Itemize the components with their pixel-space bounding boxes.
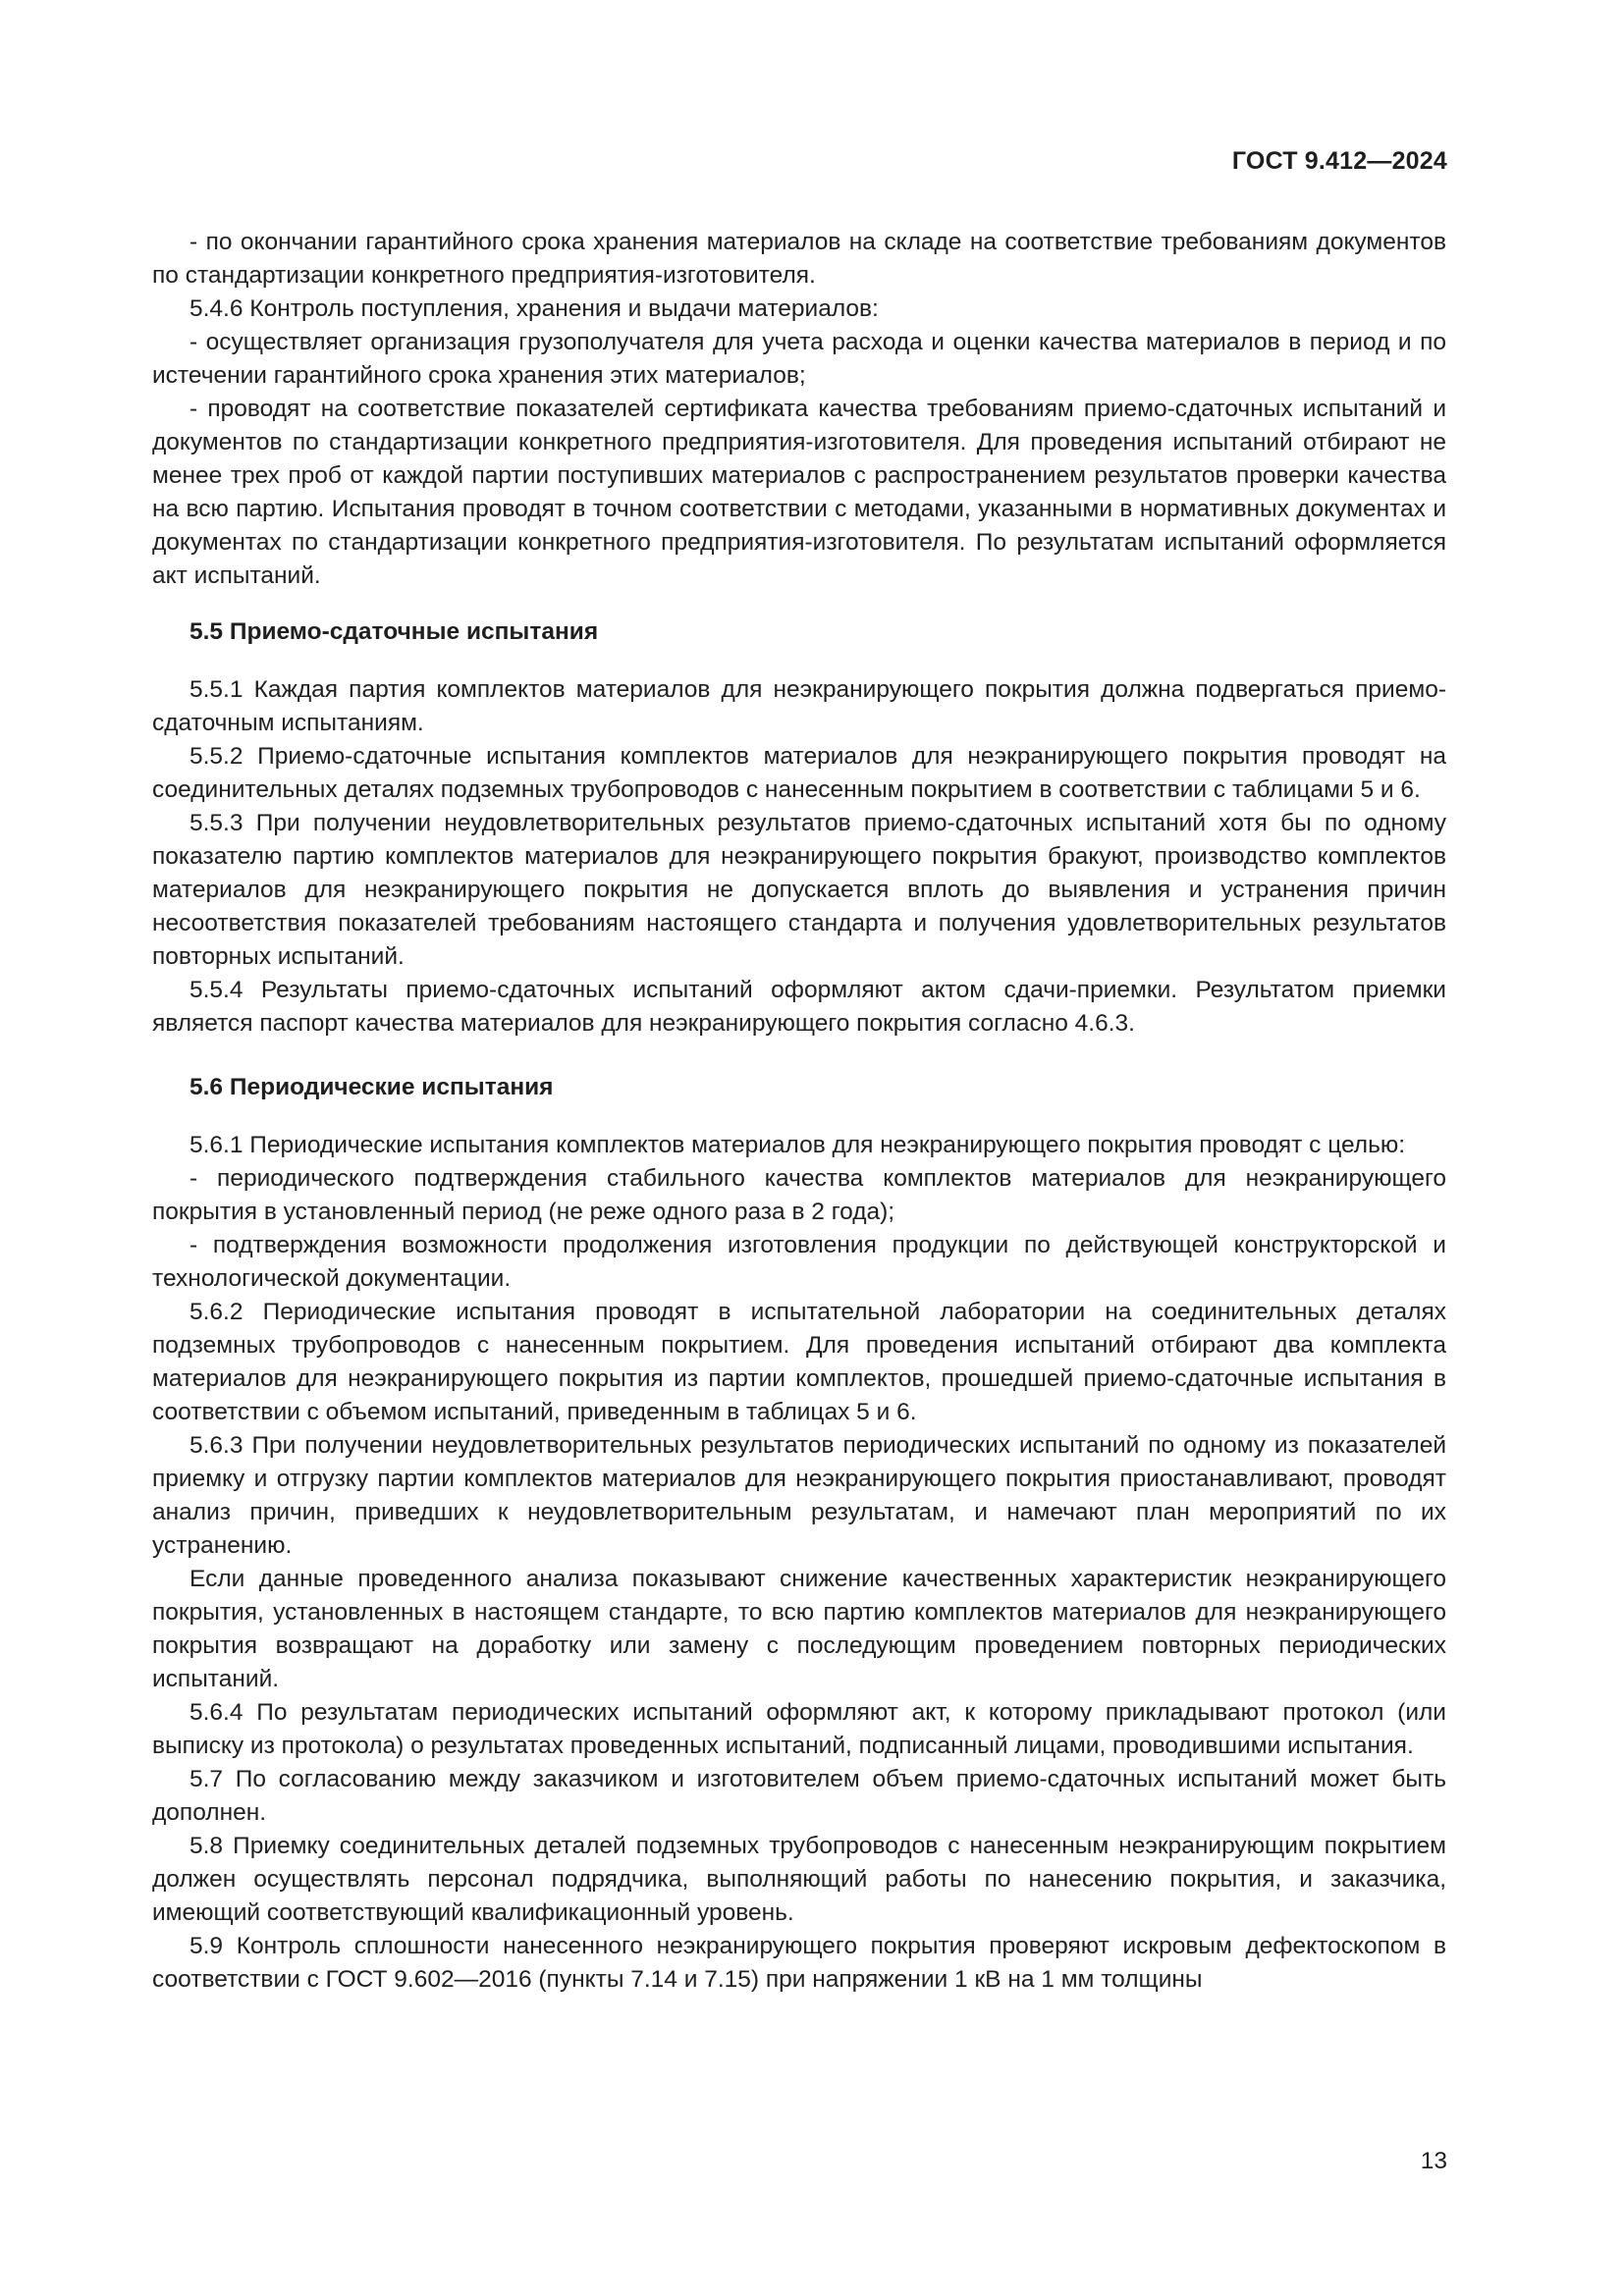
section-heading-5-5: 5.5 Приемо-сдаточные испытания <box>189 618 599 645</box>
section-heading-5-6: 5.6 Периодические испытания <box>189 1074 554 1100</box>
page-number: 13 <box>1420 2148 1447 2174</box>
clause-5-5-4: 5.5.4 Результаты приемо-сдаточных испытаний оформляют актом сдачи-приемки. Результатом приемки является паспорт качества материалов для неэкранирующего покрытия согласно 4.6.3. <box>152 977 1446 1037</box>
clause-5-5-3: 5.5.3 При получении неудовлетворительных результатов приемо-сдаточных испытаний хотя бы по одному показателю партию комплектов материалов для неэкранирующего покрытия бракуют, производство комплектов материалов для неэкранирующего покрытия не допускается вплоть до выявления и устранения причин несоответствия показателей требованиям настоящего стандарта и получения удовлетворительных результатов повторных испытаний. <box>152 810 1446 970</box>
clause-5-9: 5.9 Контроль сплошности нанесенного неэкранирующего покрытия проверяют искровым дефектоскопом в соответствии с ГОСТ 9.602—2016 (пункты 7.14 и 7.15) при напряжении 1 кВ на 1 мм толщины <box>152 1933 1446 1993</box>
paragraph-analysis-result: Если данные проведенного анализа показывают снижение качественных характеристик неэкранирующего покрытия, установленных в настоящем стандарте, то всю партию комплектов материалов для неэкранирующего покрытия возвращают на доработку или замену с последующим проведением повторных периодических испытаний. <box>152 1566 1446 1692</box>
document-body <box>152 226 1446 1997</box>
list-item-production-continuation: - подтверждения возможности продолжения изготовления продукции по действующей конструкторской и технологической документации. <box>152 1232 1446 1292</box>
clause-5-5-2: 5.5.2 Приемо-сдаточные испытания комплектов материалов для неэкранирующего покрытия проводят на соединительных деталях подземных трубопроводов с нанесенным покрытием в соответствии с таблицами 5 и 6. <box>152 743 1446 803</box>
list-item-periodic-confirmation: - периодического подтверждения стабильного качества комплектов материалов для неэкранирующего покрытия в установленный период (не реже одного раза в 2 года); <box>152 1165 1446 1225</box>
standard-header: ГОСТ 9.412—2024 <box>1231 147 1447 175</box>
clause-5-7: 5.7 По согласованию между заказчиком и изготовителем объем приемо-сдаточных испытаний может быть дополнен. <box>152 1766 1446 1826</box>
clause-5-6-3: 5.6.3 При получении неудовлетворительных результатов периодических испытаний по одному из показателей приемку и отгрузку партии комплектов материалов для неэкранирующего покрытия приостанавливают, проводят анализ причин, приведших к неудовлетворительным результатам, и намечают план мероприятий по их устранению. <box>152 1432 1446 1559</box>
clause-5-4-6: 5.4.6 Контроль поступления, хранения и выдачи материалов: <box>189 295 879 322</box>
list-item-certificate-check: - проводят на соответствие показателей сертификата качества требованиям приемо-сдаточных испытаний и документов по стандартизации конкретного предприятия-изготовителя. Для проведения испытаний отбирают не менее трех проб от каждой партии поступивших материалов с распространением результатов проверки качества на всю партию. Испытания проводят в точном соответствии с методами, указанными в нормативных документах и документах по стандартизации конкретного предприятия-изготовителя. По результатам испытаний оформляется акт испытаний. <box>152 396 1446 589</box>
clause-5-8: 5.8 Приемку соединительных деталей подземных трубопроводов с нанесенным неэкранирующим покрытием должен осуществлять персонал подрядчика, выполняющий работы по нанесению покрытия, и заказчика, имеющий соответствующий квалификационный уровень. <box>152 1833 1446 1926</box>
clause-5-5-1: 5.5.1 Каждая партия комплектов материалов для неэкранирующего покрытия должна подвергаться приемо-сдаточным испытаниям. <box>152 676 1446 736</box>
clause-5-6-4: 5.6.4 По результатам периодических испытаний оформляют акт, к которому прикладывают протокол (или выписку из протокола) о результатах проведенных испытаний, подписанный лицами, проводившими испытания. <box>152 1699 1446 1759</box>
paragraph-storage-end: - по окончании гарантийного срока хранения материалов на складе на соответствие требованиям документов по стандартизации конкретного предприятия-изготовителя. <box>152 229 1446 289</box>
list-item-consignee: - осуществляет организация грузополучателя для учета расхода и оценки качества материалов в период и по истечении гарантийного срока хранения этих материалов; <box>152 329 1446 389</box>
clause-5-6-2: 5.6.2 Периодические испытания проводят в испытательной лаборатории на соединительных деталях подземных трубопроводов с нанесенным покрытием. Для проведения испытаний отбирают два комплекта материалов для неэкранирующего покрытия из партии комплектов, прошедшей приемо-сдаточные испытания в соответствии с объемом испытаний, приведенным в таблицах 5 и 6. <box>152 1299 1446 1425</box>
clause-5-6-1: 5.6.1 Периодические испытания комплектов материалов для неэкранирующего покрытия проводят с целью: <box>189 1132 1406 1158</box>
